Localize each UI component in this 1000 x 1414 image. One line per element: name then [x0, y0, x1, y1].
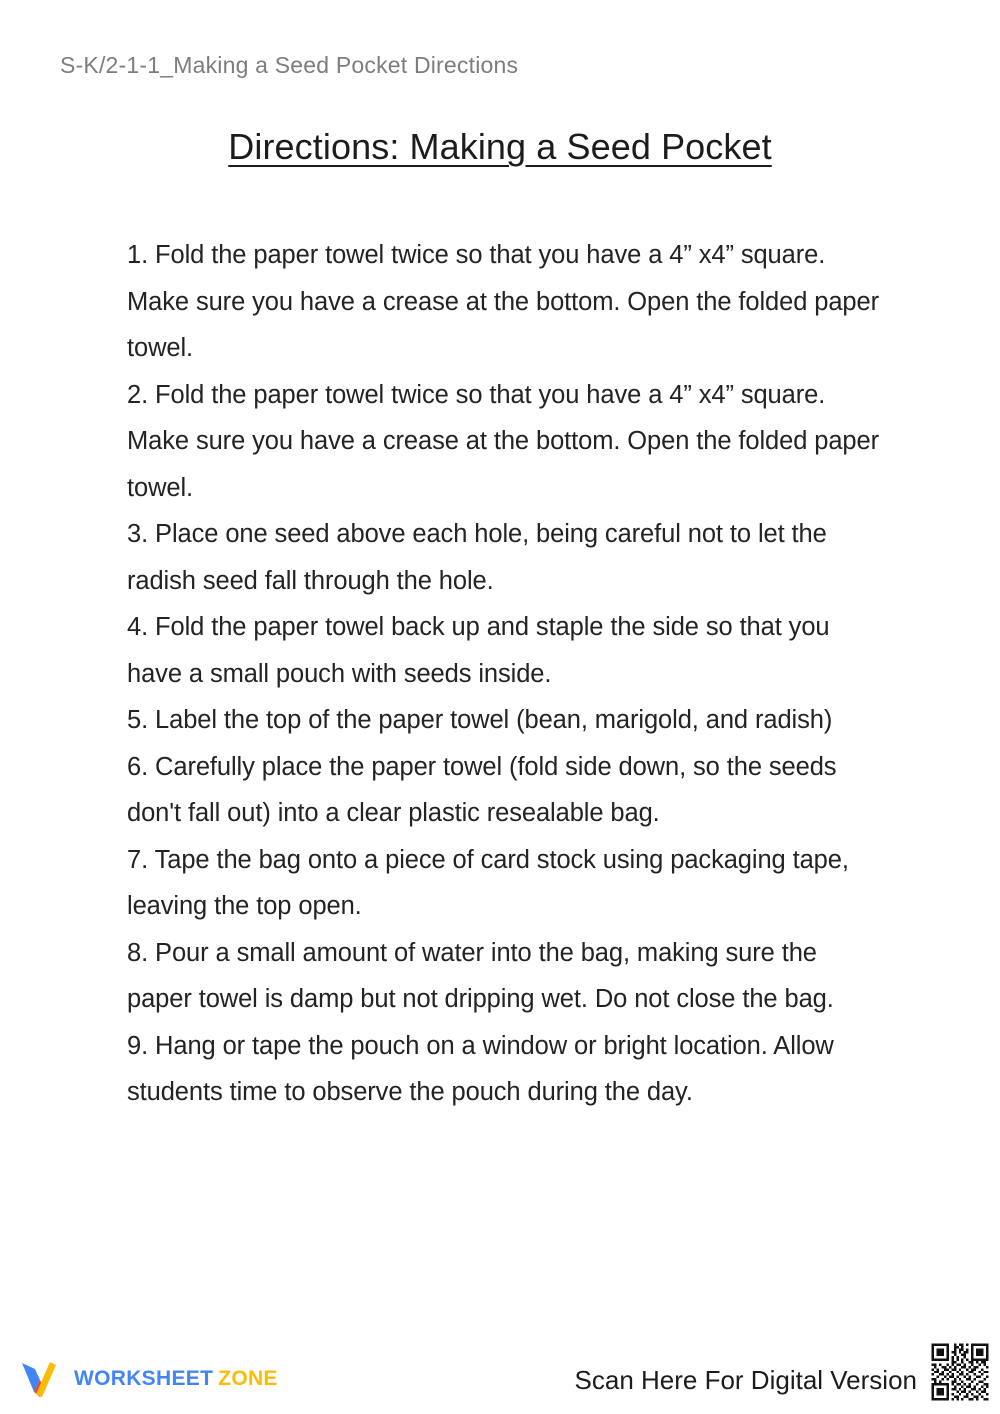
- direction-step: 5. Label the top of the paper towel (bean, marigold, and radish): [127, 706, 833, 734]
- logo-text-worksheet: WORKSHEET: [74, 1366, 214, 1390]
- page-footer: [0, 1328, 1000, 1414]
- direction-step: 9. Hang or tape the pouch on a window or bright location. Allow students time to observe the pouch during the day.: [127, 1031, 834, 1106]
- direction-step: 1. Fold the paper towel twice so that you have a 4” x4” square. Make sure you have a crease at the bottom. Open the folded paper towel.: [127, 241, 879, 362]
- direction-step: 4. Fold the paper towel back up and staple the side so that you have a small pouch with seeds inside.: [127, 613, 830, 688]
- directions-list: [127, 232, 887, 1116]
- scan-instruction-label: Scan Here For Digital Version: [574, 1365, 917, 1395]
- worksheet-zone-logo: [18, 1356, 278, 1400]
- direction-step: 2. Fold the paper towel twice so that you have a 4” x4” square. Make sure you have a crease at the bottom. Open the folded paper towel.: [127, 380, 879, 502]
- direction-step: 7. Tape the bag onto a piece of card stock using packaging tape, leaving the top open.: [127, 845, 849, 920]
- logo-wordmark: [74, 1368, 278, 1389]
- logo-w-mark: [18, 1356, 64, 1400]
- direction-step: 3. Place one seed above each hole, being careful not to let the radish seed fall through the hole.: [127, 520, 827, 595]
- qr-code-image: [929, 1341, 991, 1403]
- direction-step: 6. Carefully place the paper towel (fold side down, so the seeds don't fall out) into a clear plastic resealable bag.: [127, 752, 837, 827]
- direction-step: 8. Pour a small amount of water into the bag, making sure the paper towel is damp but not dripping wet. Do not close the bag.: [127, 938, 834, 1013]
- page-title: [0, 126, 1000, 168]
- document-breadcrumb: S-K/2-1-1_Making a Seed Pocket Directions: [60, 52, 519, 78]
- page-title-text: Directions: Making a Seed Pocket: [228, 126, 772, 167]
- logo-text-zone: ZONE: [218, 1366, 278, 1390]
- qr-code[interactable]: [926, 1338, 994, 1406]
